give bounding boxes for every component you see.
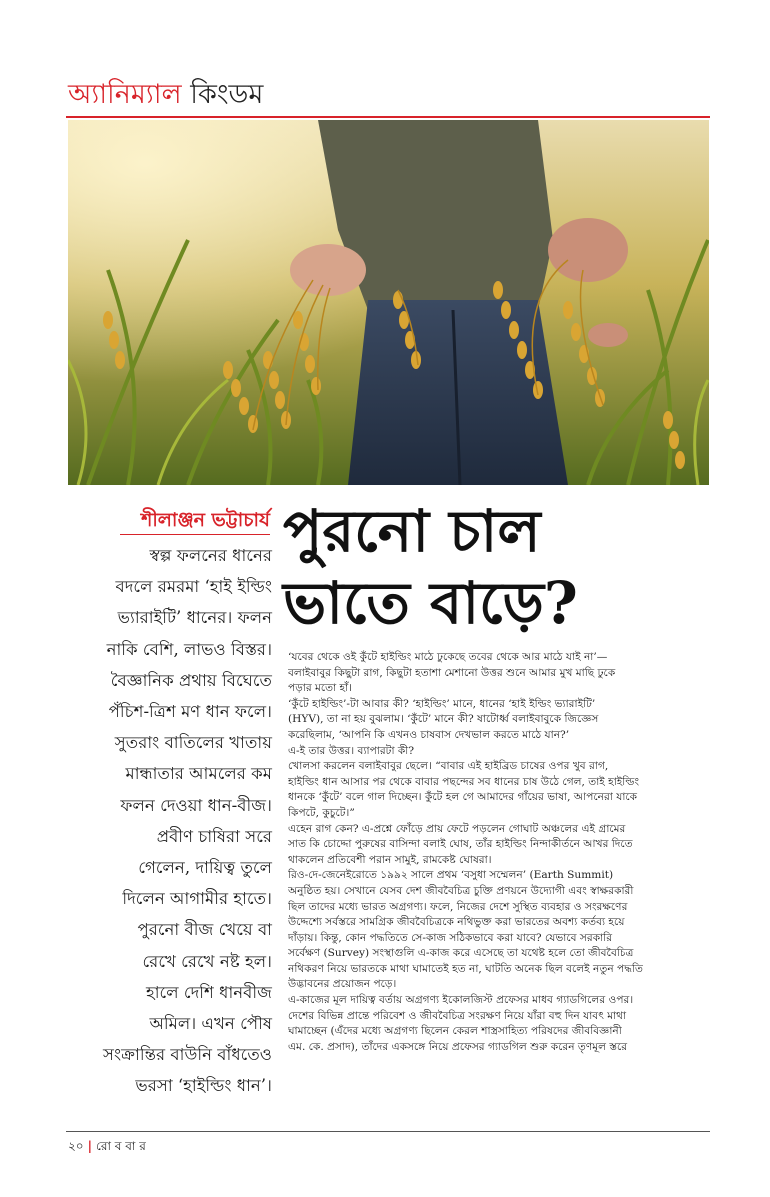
body-line: করেছিলাম, ‘আপনি কি এখনও চাষবাস দেখভাল করতে মাঠে যান?’ <box>288 728 570 741</box>
section-header-red: অ্যানিম্যাল <box>68 79 182 110</box>
article-body <box>288 650 713 1055</box>
body-line: নথিকরণ নিয়ে ভারতকে মাথা ঘামাতেই হত না, ঘাটতি অনেক ছিল বলেই নতুন পদ্ধতি <box>288 962 643 975</box>
body-line: ছিল তাদের মধ্যে ভারত অগ্রগণ্য। ফলে, নিজের দেশে সুস্থিত ব্যবহার ও সংরক্ষণের <box>288 900 628 913</box>
body-line: বলাইবাবুর কিছুটা রাগ, কিছুটা হতাশা মেশানো উত্তর শুনে আমার মুখ মাছি ঢুকে <box>288 666 616 679</box>
section-header <box>68 78 263 112</box>
body-line: রিও-দে-জেনেইরোতে ১৯৯২ সালে প্রথম ‘বসুধা সম্মেলন’ (Earth Summit) <box>288 869 614 882</box>
intro-line: অমিল। এখন পৌষ <box>149 1014 272 1034</box>
page-number: ২০ <box>68 1139 84 1153</box>
body-line: উদ্দেশ্যে সর্বস্তরে সামগ্রিক জীববৈচিত্রকে নথিভুক্ত করা ভারতের অবশ্য কর্তব্য হয়ে <box>288 916 625 929</box>
body-line: অনুষ্ঠিত হয়। সেখানে যেসব দেশ জীববৈচিত্র চুক্তি প্রণয়নে উদ্যোগী এবং স্বাক্ষরকারী <box>288 884 634 897</box>
intro-line: ভ্যারাইটি’ ধানের। ফলন <box>117 608 272 628</box>
intro-line: মান্ধাতার আমলের কম <box>125 764 272 784</box>
intro-line: নাকি বেশি, লাভও বিস্তর। <box>106 639 272 659</box>
intro-line: পঁচিশ-ত্রিশ মণ ধান ফলে। <box>108 702 272 722</box>
section-header-black: কিংডম <box>190 79 264 110</box>
body-line: থাকলেন প্রতিবেশী পরান সামুই, রামকেষ্ট ঘোষরা। <box>288 853 492 866</box>
publication-name: রো ব বা র <box>96 1139 146 1153</box>
intro-line: রেখে রেখে নষ্ট হল। <box>142 951 272 971</box>
body-line: (HYV), তা না হয় বুঝলাম। ‘কুঁটে’ মানে কী? ষাটোর্ধ্ব বলাইবাবুকে জিজ্ঞেস <box>288 713 599 726</box>
intro-line: হালে দেশি ধানবীজ <box>146 982 272 1002</box>
body-line: হাইল্ডিং ধান আসার পর থেকে বাবার পছন্দের সব ধানের চাষ উঠে গেল, তাই হাইল্ডিং <box>288 775 640 788</box>
header-rule <box>66 116 710 118</box>
intro-line: ভরসা ‘হাইল্ডিং ধান’। <box>135 1076 272 1096</box>
body-line: ঘামাচ্ছেন (এঁদের মধ্যে অগ্রগণ্য ছিলেন কেরল শাস্ত্রসাহিত্য পরিষদের জীববিজ্ঞানী <box>288 1025 622 1038</box>
intro-line: সুতরাং বাতিলের খাতায় <box>114 733 272 753</box>
body-line: সাত কি চোদ্দো পুরুষের বাসিন্দা বলাই ঘোষ, তাঁর হাইল্ডিং নিন্দাকীর্তনে আখর দিতে <box>288 838 633 851</box>
body-line: এহেন রাগ কেন? এ-প্রশ্নে ফোঁড়ে প্রায় ফেটে পড়লেন গোঘাট অঞ্চলের এই গ্রামের <box>288 822 626 835</box>
rice-field-image <box>68 120 709 485</box>
article-headline <box>283 495 723 639</box>
body-line: উদ্ভাবনের প্রয়োজন পড়ে। <box>288 978 397 991</box>
headline-line: ভাতে বাড়ে? <box>283 569 578 637</box>
intro-line: দিলেন আগামীর হাতে। <box>122 889 272 909</box>
intro-line: প্রবীণ চাষিরা সরে <box>156 826 272 846</box>
body-line: সর্বেক্ষণ (Survey) সংস্থাগুলি এ-কাজ করে এসেছে তা যথেষ্ট হলে তো জীববৈচিত্র <box>288 947 634 960</box>
page-footer <box>68 1138 146 1158</box>
body-line: পড়ার মতো হাঁ। <box>288 682 352 695</box>
body-line: দাঁড়ায়। কিন্তু, কোন পদ্ধতিতে সে-কাজ সঠিকভাবে করা যাবে? যেভাবে সরকারি <box>288 931 613 944</box>
body-line: দেশের বিভিন্ন প্রান্তে পরিবেশ ও জীববৈচিত্র সংরক্ষণ নিয়ে যাঁরা বহু দিন যাবৎ মাথা <box>288 1009 627 1022</box>
body-line: ‘যবের থেকে ওই কুঁটে হাইল্ডিং মাঠে ঢুকেছে তবের থেকে আর মাঠে যাই না’— <box>288 651 608 663</box>
intro-line: গেলেন, দায়িত্ব তুলে <box>138 858 272 878</box>
body-line: কিপটে, কুচুটে।” <box>288 806 355 819</box>
intro-line: ফলন দেওয়া ধান-বীজ। <box>120 795 272 815</box>
body-line: ধানকে ‘কুঁটে’ বলে গাল দিচ্ছেন। কুঁটে হল গে আমাদের গাঁয়ের ভাষা, আপনেরা যাকে <box>288 791 638 804</box>
byline-author: শীলাঞ্জন ভট্টাচার্য <box>141 509 270 531</box>
intro-line: স্বল্প ফলনের ধানের <box>149 546 272 565</box>
body-line: ‘কুঁটে হাইল্ডিং’-টা আবার কী? ‘হাইল্ডিং’ মানে, ধানের ‘হাই ইল্ডিং ভ্যারাইটি’ <box>288 697 596 710</box>
hero-photo-rice-field <box>68 120 709 485</box>
footer-rule <box>66 1131 710 1132</box>
headline-line: পুরনো চাল <box>283 497 541 565</box>
footer-separator: | <box>87 1139 92 1153</box>
body-line: এ-ই তার উত্তর। ব্যাপারটা কী? <box>288 744 415 757</box>
body-line: এম. কে. প্রসাদ), তাঁদের একসঙ্গে নিয়ে প্রফেসর গ্যাডগিল শুরু করেন তৃণমূল স্তরে <box>288 1040 628 1053</box>
body-line: এ-কাজের মূল দায়িত্ব বর্তায় অগ্রগণ্য ইকোলজিস্ট প্রফেসর মাধব গ্যাডগিলের ওপর। <box>288 994 634 1007</box>
body-line: খোলসা করলেন বলাইবাবুর ছেলে। “বাবার এই হাইব্রিড চাষের ওপর খুব রাগ, <box>288 760 609 773</box>
intro-line: পুরনো বীজ খেয়ে বা <box>137 920 272 940</box>
intro-line: বদলে রমরমা ‘হাই ইল্ডিং <box>115 577 272 597</box>
intro-standfirst <box>82 540 272 1102</box>
intro-line: সংক্রান্তির বাউনি বাঁধতেও <box>103 1045 272 1065</box>
intro-line: বৈজ্ঞানিক প্রথায় বিঘেতে <box>110 670 272 690</box>
byline-rule <box>120 534 270 535</box>
